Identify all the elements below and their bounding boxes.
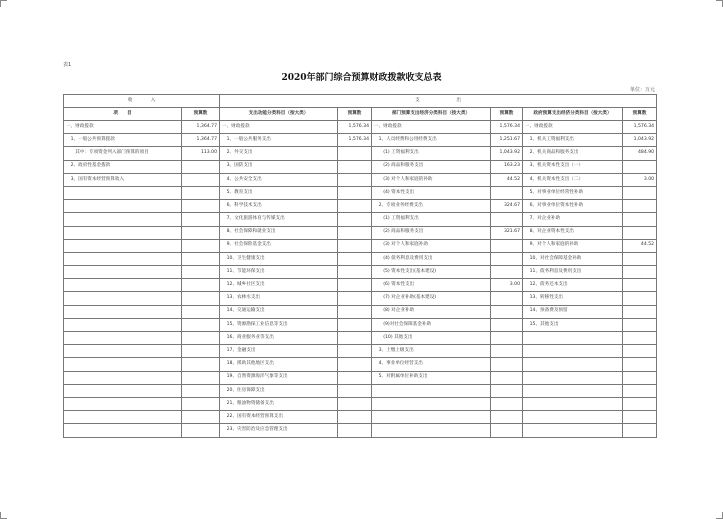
gov-econ-item-cell: 7、对企业补助 — [523, 213, 623, 226]
header-row-group — [64, 95, 657, 108]
func-budget-cell: 1,576.34 — [338, 134, 372, 147]
income-budget-cell — [182, 332, 220, 345]
income-budget-cell — [182, 424, 220, 437]
gov-econ-item-cell: 8、对企业资本性支出 — [523, 226, 623, 239]
gov-econ-budget-cell — [623, 397, 657, 410]
func-budget-cell — [338, 200, 372, 213]
income-budget-cell — [182, 292, 220, 305]
income-item-cell — [64, 384, 182, 397]
gov-econ-item-cell: 15、其他支出 — [523, 318, 623, 331]
gov-econ-item-cell: 2、机关商品和服务支出 — [523, 147, 623, 160]
gov-econ-budget-cell — [623, 226, 657, 239]
dept-econ-budget-cell — [491, 318, 523, 331]
dept-econ-budget-cell: 44.52 — [491, 173, 523, 186]
gov-econ-item-cell: 12、债务还本支出 — [523, 279, 623, 292]
dept-econ-item-cell: (2) 商品和服务支出 — [372, 160, 491, 173]
dept-econ-item-cell: (9)对社会保障基金补助 — [372, 318, 491, 331]
income-budget-cell — [182, 200, 220, 213]
gov-econ-budget-cell — [623, 371, 657, 384]
dept-econ-budget-cell: 163.23 — [491, 160, 523, 173]
dept-econ-item-cell: (10) 其他支出 — [372, 332, 491, 345]
income-budget-cell — [182, 384, 220, 397]
dept-econ-item-cell: 3、上缴上级支出 — [372, 345, 491, 358]
income-budget-cell — [182, 318, 220, 331]
dept-econ-budget-cell — [491, 397, 523, 410]
dept-econ-budget-cell — [491, 332, 523, 345]
income-item-cell: 2、政府性基金拨款 — [64, 160, 182, 173]
income-item-cell — [64, 186, 182, 199]
income-budget-cell — [182, 411, 220, 424]
gov-econ-item-cell: 9、对个人和家庭的补助 — [523, 239, 623, 252]
func-item-cell: 3、国防支出 — [220, 160, 338, 173]
func-item-cell: 23、灾害防治及应急管理支出 — [220, 424, 338, 437]
func-item-cell: 11、节能环保支出 — [220, 266, 338, 279]
table-row — [64, 358, 657, 371]
gov-econ-budget-cell: 1,043.92 — [623, 134, 657, 147]
income-budget-cell — [182, 173, 220, 186]
table-row — [64, 305, 657, 318]
dept-econ-item-cell: 1、人员经费和公用经费支出 — [372, 134, 491, 147]
income-item-cell — [64, 252, 182, 265]
dept-econ-item-cell: (4) 债务利息及费用支出 — [372, 252, 491, 265]
dept-econ-budget-cell: 1,251.67 — [491, 134, 523, 147]
func-item-cell: 9、社会保险基金支出 — [220, 239, 338, 252]
dept-econ-budget-cell — [491, 239, 523, 252]
gov-econ-budget-cell: 44.52 — [623, 239, 657, 252]
dept-econ-item-cell — [372, 411, 491, 424]
dept-econ-budget-cell — [491, 292, 523, 305]
crop-mark-bottom-left — [0, 512, 7, 519]
income-item-cell — [64, 332, 182, 345]
table-row — [64, 200, 657, 213]
budget-summary-table — [63, 94, 657, 438]
gov-econ-budget-cell — [623, 384, 657, 397]
table-row — [64, 134, 657, 147]
income-item-cell — [64, 292, 182, 305]
income-item-cell — [64, 305, 182, 318]
func-budget-cell — [338, 397, 372, 410]
dept-econ-item-cell: 4、事业单位经营支出 — [372, 358, 491, 371]
func-item-cell: 8、社会保障和就业支出 — [220, 226, 338, 239]
gov-econ-item-cell — [523, 371, 623, 384]
dept-econ-budget-cell: 1,043.92 — [491, 147, 523, 160]
table-row — [64, 292, 657, 305]
dept-econ-budget-cell: 324.67 — [491, 200, 523, 213]
func-budget-cell — [338, 226, 372, 239]
col-header-dept-econ-class: 部门预算支出经济分类科目（按大类） — [372, 108, 491, 121]
dept-econ-item-cell: 一、财政拨款 — [372, 121, 491, 134]
func-item-cell: 21、粮油物资储备支出 — [220, 397, 338, 410]
table-row — [64, 411, 657, 424]
table-row — [64, 121, 657, 134]
gov-econ-budget-cell — [623, 213, 657, 226]
income-item-cell: 其中：专项资金列入部门预算的项目 — [64, 147, 182, 160]
func-budget-cell — [338, 186, 372, 199]
dept-econ-budget-cell — [491, 371, 523, 384]
income-budget-cell — [182, 279, 220, 292]
income-budget-cell — [182, 371, 220, 384]
dept-econ-item-cell: (7) 对企业补助(基本建设) — [372, 292, 491, 305]
income-budget-cell: 1,364.77 — [182, 134, 220, 147]
income-budget-cell — [182, 186, 220, 199]
func-item-cell: 2、外交支出 — [220, 147, 338, 160]
func-item-cell: 1、一般公共服务支出 — [220, 134, 338, 147]
func-item-cell: 一、财政拨款 — [220, 121, 338, 134]
table-row — [64, 384, 657, 397]
func-budget-cell — [338, 332, 372, 345]
dept-econ-item-cell: (5) 资本性支出(基本建设) — [372, 266, 491, 279]
func-budget-cell — [338, 411, 372, 424]
dept-econ-item-cell: (6) 资本性支出 — [372, 279, 491, 292]
gov-econ-budget-cell: 484.90 — [623, 147, 657, 160]
page-title: 2020年部门综合预算财政拨款收支总表 — [281, 73, 442, 83]
func-budget-cell — [338, 358, 372, 371]
dept-econ-budget-cell — [491, 305, 523, 318]
gov-econ-budget-cell — [623, 411, 657, 424]
dept-econ-budget-cell: 1,576.34 — [491, 121, 523, 134]
dept-econ-item-cell: (4) 资本性支出 — [372, 186, 491, 199]
gov-econ-item-cell — [523, 332, 623, 345]
table-row — [64, 186, 657, 199]
func-item-cell: 20、住房保障支出 — [220, 384, 338, 397]
table-row — [64, 160, 657, 173]
table-row — [64, 345, 657, 358]
table-row — [64, 226, 657, 239]
dept-econ-item-cell: (1) 工资福利支出 — [372, 213, 491, 226]
col-header-item: 项 目 — [64, 108, 182, 121]
gov-econ-budget-cell — [623, 305, 657, 318]
func-budget-cell — [338, 424, 372, 437]
table-row — [64, 252, 657, 265]
dept-econ-budget-cell — [491, 186, 523, 199]
dept-econ-budget-cell — [491, 252, 523, 265]
gov-econ-item-cell — [523, 424, 623, 437]
func-item-cell: 6、科学技术支出 — [220, 200, 338, 213]
gov-econ-item-cell: 13、转移性支出 — [523, 292, 623, 305]
func-budget-cell — [338, 266, 372, 279]
gov-econ-item-cell — [523, 345, 623, 358]
func-budget-cell — [338, 384, 372, 397]
table-row — [64, 279, 657, 292]
table-row — [64, 213, 657, 226]
dept-econ-budget-cell — [491, 384, 523, 397]
income-item-cell — [64, 200, 182, 213]
col-header-func-class: 支出功能分类科目（按大类） — [220, 108, 338, 121]
func-budget-cell — [338, 318, 372, 331]
func-budget-cell — [338, 279, 372, 292]
func-item-cell: 22、国有资本经营预算支出 — [220, 411, 338, 424]
income-item-cell — [64, 424, 182, 437]
gov-econ-budget-cell — [623, 252, 657, 265]
dept-econ-item-cell: (3) 对个人和家庭补助 — [372, 239, 491, 252]
table-row — [64, 239, 657, 252]
dept-econ-item-cell: 5、对附属单位补助支出 — [372, 371, 491, 384]
dept-econ-budget-cell — [491, 424, 523, 437]
crop-mark-top-right — [716, 0, 723, 7]
col-header-dept-budget: 预算数 — [491, 108, 523, 121]
gov-econ-budget-cell — [623, 318, 657, 331]
income-item-cell — [64, 226, 182, 239]
gov-econ-budget-cell — [623, 292, 657, 305]
gov-econ-budget-cell — [623, 332, 657, 345]
gov-econ-budget-cell — [623, 358, 657, 371]
table-row — [64, 147, 657, 160]
table-row — [64, 318, 657, 331]
func-budget-cell — [338, 173, 372, 186]
col-header-income-budget: 预算数 — [182, 108, 220, 121]
func-budget-cell — [338, 371, 372, 384]
income-item-cell — [64, 318, 182, 331]
table-row — [64, 266, 657, 279]
income-item-cell — [64, 411, 182, 424]
gov-econ-item-cell: 一、财政拨款 — [523, 121, 623, 134]
income-budget-cell — [182, 213, 220, 226]
func-item-cell: 13、农林水支出 — [220, 292, 338, 305]
income-budget-cell — [182, 226, 220, 239]
func-budget-cell — [338, 345, 372, 358]
table-row — [64, 424, 657, 437]
gov-econ-item-cell: 5、对事业单位经常性补助 — [523, 186, 623, 199]
dept-econ-budget-cell: 3.00 — [491, 279, 523, 292]
gov-econ-item-cell — [523, 358, 623, 371]
income-item-cell — [64, 279, 182, 292]
dept-econ-item-cell: (3) 对个人和家庭的补助 — [372, 173, 491, 186]
gov-econ-item-cell: 4、机关资本性支出（二） — [523, 173, 623, 186]
income-budget-cell — [182, 358, 220, 371]
col-header-func-budget: 预算数 — [338, 108, 372, 121]
income-budget-cell — [182, 252, 220, 265]
income-budget-cell: 113.00 — [182, 147, 220, 160]
func-budget-cell: 1,576.34 — [338, 121, 372, 134]
income-budget-cell — [182, 160, 220, 173]
income-group-header: 收 入 — [64, 95, 220, 108]
func-item-cell: 4、公共安全支出 — [220, 173, 338, 186]
dept-econ-budget-cell — [491, 213, 523, 226]
gov-econ-item-cell: 1、机关工资福利支出 — [523, 134, 623, 147]
income-budget-cell — [182, 266, 220, 279]
income-item-cell: 3、国有资本经营预算收入 — [64, 173, 182, 186]
col-header-gov-econ-class: 政府预算支出经济分类科目（按大类） — [523, 108, 623, 121]
crop-mark-top-left — [0, 0, 7, 7]
gov-econ-item-cell — [523, 411, 623, 424]
gov-econ-item-cell — [523, 384, 623, 397]
gov-econ-budget-cell: 1,576.34 — [623, 121, 657, 134]
func-item-cell: 12、城乡社区支出 — [220, 279, 338, 292]
gov-econ-item-cell: 6、对事业单位资本性补助 — [523, 200, 623, 213]
dept-econ-item-cell: (2) 商品和服务支出 — [372, 226, 491, 239]
expense-group-header: 支 出 — [220, 95, 657, 108]
income-item-cell — [64, 213, 182, 226]
func-item-cell: 17、金融支出 — [220, 345, 338, 358]
gov-econ-item-cell: 14、预备费及预留 — [523, 305, 623, 318]
income-item-cell — [64, 371, 182, 384]
dept-econ-item-cell: (1) 工资福利支出 — [372, 147, 491, 160]
dept-econ-item-cell — [372, 424, 491, 437]
func-item-cell: 14、交通运输支出 — [220, 305, 338, 318]
income-item-cell — [64, 239, 182, 252]
income-budget-cell: 1,364.77 — [182, 121, 220, 134]
income-item-cell: 一、财政拨款 — [64, 121, 182, 134]
income-budget-cell — [182, 397, 220, 410]
table-row — [64, 332, 657, 345]
income-budget-cell — [182, 345, 220, 358]
income-item-cell — [64, 358, 182, 371]
crop-mark-bottom-right — [716, 512, 723, 519]
dept-econ-item-cell: (8) 对企业补助 — [372, 305, 491, 318]
func-item-cell: 5、教育支出 — [220, 186, 338, 199]
income-item-cell — [64, 266, 182, 279]
gov-econ-item-cell: 3、机关资本性支出（一） — [523, 160, 623, 173]
func-item-cell: 18、援助其他地区支出 — [220, 358, 338, 371]
income-item-cell: 1、一般公共预算拨款 — [64, 134, 182, 147]
table-row — [64, 371, 657, 384]
gov-econ-budget-cell — [623, 160, 657, 173]
func-budget-cell — [338, 292, 372, 305]
dept-econ-budget-cell — [491, 358, 523, 371]
dept-econ-item-cell: 2、专项业务经费支出 — [372, 200, 491, 213]
table-number: 表1 — [63, 62, 72, 68]
table-row — [64, 173, 657, 186]
func-budget-cell — [338, 239, 372, 252]
func-item-cell: 19、自然资源海洋气象等支出 — [220, 371, 338, 384]
gov-econ-item-cell: 10、对社会保障基金补助 — [523, 252, 623, 265]
gov-econ-item-cell — [523, 397, 623, 410]
income-item-cell — [64, 397, 182, 410]
func-item-cell: 7、文化旅游体育与传媒支出 — [220, 213, 338, 226]
gov-econ-budget-cell: 3.00 — [623, 173, 657, 186]
gov-econ-budget-cell — [623, 186, 657, 199]
dept-econ-budget-cell — [491, 266, 523, 279]
header-row-columns — [64, 108, 657, 121]
func-item-cell: 15、资源勘探工业信息等支出 — [220, 318, 338, 331]
gov-econ-budget-cell — [623, 200, 657, 213]
func-budget-cell — [338, 252, 372, 265]
income-item-cell — [64, 345, 182, 358]
gov-econ-budget-cell — [623, 266, 657, 279]
income-budget-cell — [182, 239, 220, 252]
gov-econ-budget-cell — [623, 279, 657, 292]
gov-econ-item-cell: 11、债务利息及费用支出 — [523, 266, 623, 279]
dept-econ-budget-cell: 321.67 — [491, 226, 523, 239]
unit-label: 单位：万元 — [629, 87, 655, 93]
col-header-gov-budget: 预算数 — [623, 108, 657, 121]
table-row — [64, 397, 657, 410]
income-budget-cell — [182, 305, 220, 318]
gov-econ-budget-cell — [623, 345, 657, 358]
dept-econ-item-cell — [372, 384, 491, 397]
dept-econ-budget-cell — [491, 345, 523, 358]
func-budget-cell — [338, 147, 372, 160]
func-item-cell: 10、卫生健康支出 — [220, 252, 338, 265]
dept-econ-budget-cell — [491, 411, 523, 424]
func-budget-cell — [338, 160, 372, 173]
dept-econ-item-cell — [372, 397, 491, 410]
func-item-cell: 16、商业服务业等支出 — [220, 332, 338, 345]
func-budget-cell — [338, 305, 372, 318]
func-budget-cell — [338, 213, 372, 226]
gov-econ-budget-cell — [623, 424, 657, 437]
